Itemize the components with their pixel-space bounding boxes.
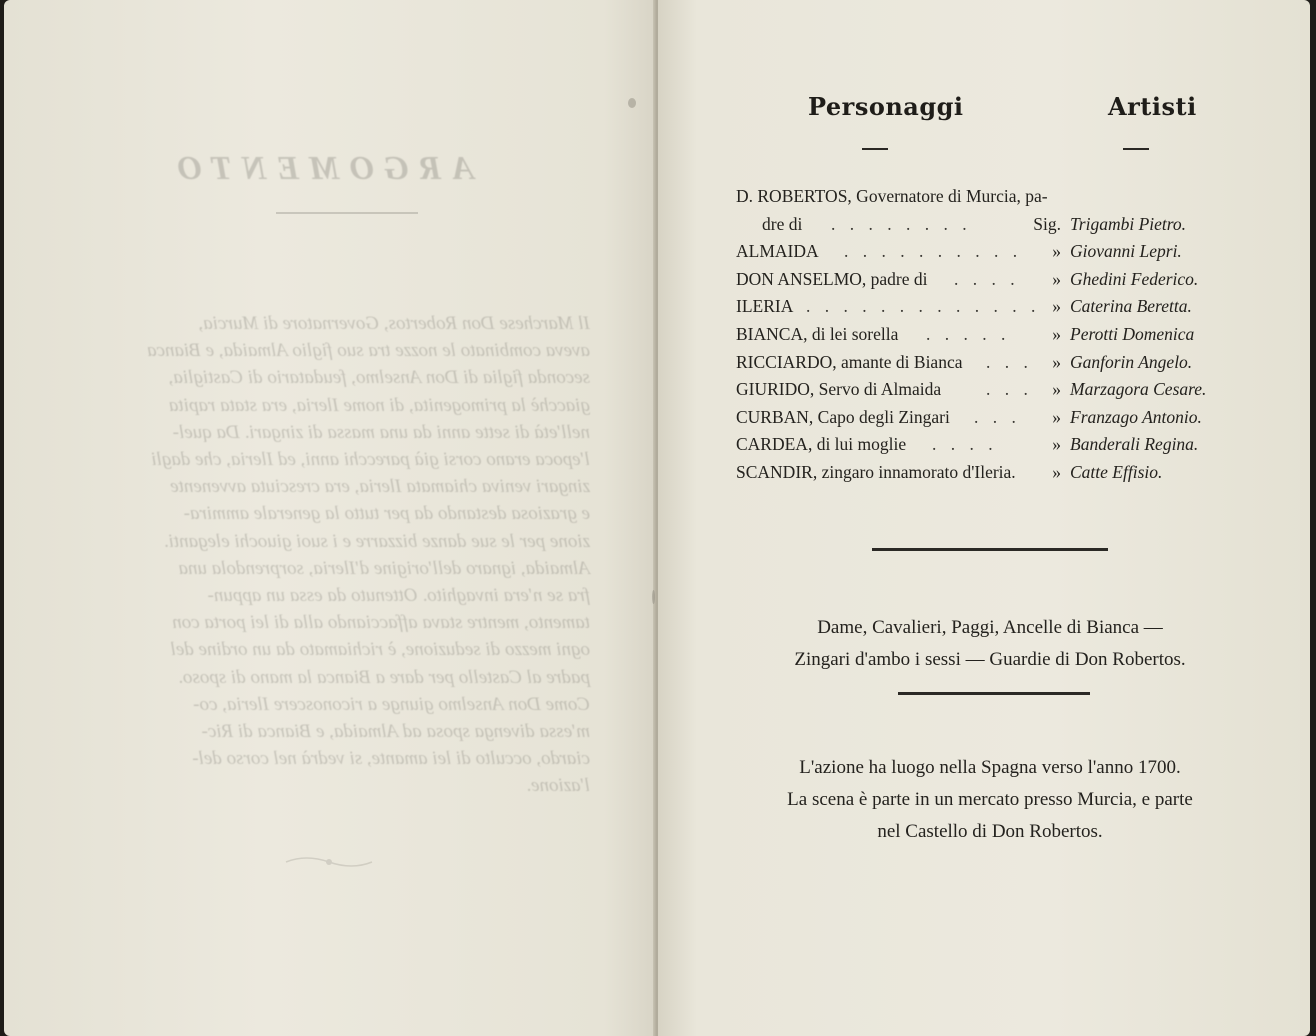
cast-row: [736, 379, 1236, 407]
leader-dots: . . . . .: [926, 323, 1011, 344]
leader-dots: . . .: [974, 406, 1021, 427]
header-dash-right: [1123, 148, 1149, 150]
cast-artist: Trigambi Pietro.: [1070, 213, 1187, 234]
cast-row: [736, 214, 1236, 242]
cast-role: CURBAN, Capo degli Zingari: [736, 406, 950, 427]
setting-line: La scena è parte in un mercato presso Murcia, e parte: [787, 789, 1193, 810]
cast-artist: Perotti Domenica: [1070, 323, 1195, 344]
bleed-through-line: nell'età di sette anni da una massa di zingari. Da quel-: [172, 421, 590, 443]
cast-artist: Marzagora Cesare.: [1070, 379, 1207, 400]
cast-prefix: »: [1052, 323, 1061, 344]
leader-dots: . . .: [986, 351, 1033, 372]
bleed-through-line: tamento, mentre stava affacciando alla di lei porta con: [172, 612, 590, 634]
cast-role: CARDEA, di lui moglie: [736, 434, 907, 455]
bleed-through-line: Almaida, ignaro dell'origine d'Ileria, sorprendola una: [178, 557, 590, 579]
cast-prefix: »: [1052, 268, 1061, 289]
bleed-through-line: Come Don Anselmo giunge a riconoscere Ileria, co-: [193, 693, 590, 715]
setting-line: L'azione ha luogo nella Spagna verso l'anno 1700.: [799, 757, 1181, 778]
leader-dots: . . . . . . . . . .: [844, 241, 1023, 262]
cast-artist: Banderali Regina.: [1070, 434, 1199, 455]
cast-artist: Ganforin Angelo.: [1070, 351, 1193, 372]
bleed-through-line: zione per le sue danze bizzarre e i suoi giuochi eleganti.: [163, 530, 590, 552]
cast-artist: Catte Effisio.: [1070, 461, 1163, 482]
cast-prefix: »: [1052, 434, 1061, 455]
cast-prefix: »: [1052, 241, 1061, 262]
paper-speck: [628, 98, 636, 108]
cast-prefix: Sig.: [1033, 213, 1061, 234]
bleed-through-line: l'azione.: [526, 775, 590, 797]
leader-dots: . . . . . . . .: [831, 213, 972, 234]
bleed-through-line: m'essa divenga sposa ad Almaida, e Bianca di Ric-: [201, 721, 590, 743]
header-personaggi: Personaggi: [808, 92, 964, 121]
cast-prefix: »: [1052, 351, 1061, 372]
cast-role: ALMAIDA: [736, 241, 819, 262]
extras-line: Dame, Cavalieri, Paggi, Ancelle di Bianca —: [817, 617, 1163, 638]
extras-paragraph: [700, 612, 1280, 676]
header-dash-left: [862, 148, 888, 150]
cast-artist: Caterina Beretta.: [1070, 296, 1192, 317]
cast-role: SCANDIR, zingaro innamorato d'Ileria.: [736, 461, 1016, 482]
setting-paragraph: [700, 752, 1280, 848]
bleed-through-line: fra se n'era invaghito. Ottenuto da essa un appun-: [207, 585, 590, 607]
cast-row: [736, 241, 1236, 269]
bleed-through-line: l'epoca erano corsi già parecchi anni, ed Ileria, che dagli: [151, 449, 590, 471]
cast-row: [736, 434, 1236, 462]
cast-prefix: »: [1052, 296, 1061, 317]
bleed-through-title: ARGOMENTO: [167, 150, 474, 187]
bleed-through-line: padre al Castello per dare a Bianca la mano di sposo.: [178, 666, 590, 688]
divider-rule-2: [898, 692, 1090, 695]
cast-row: [736, 186, 1236, 214]
header-artisti: Artisti: [1108, 92, 1197, 121]
cast-list: [736, 186, 1236, 490]
bleed-through-line: e graziosa destando da per tutto la generale ammira-: [183, 503, 590, 525]
cast-row: [736, 324, 1236, 352]
cast-role: RICCIARDO, amante di Bianca: [736, 351, 963, 372]
cast-role: ILERIA: [736, 296, 794, 317]
extras-line: Zingari d'ambo i sessi — Guardie di Don Robertos.: [794, 649, 1186, 670]
leader-dots: . . . .: [954, 268, 1020, 289]
cast-prefix: »: [1052, 461, 1061, 482]
cast-artist: Franzago Antonio.: [1070, 406, 1202, 427]
cast-artist: Giovanni Lepri.: [1070, 241, 1182, 262]
right-page: [658, 0, 1310, 1036]
leader-dots: . . . . . . . . . . . . .: [806, 296, 1041, 317]
left-page: [4, 0, 656, 1036]
divider-rule-1: [872, 548, 1108, 551]
cast-role: BIANCA, di lei sorella: [736, 323, 899, 344]
bleed-through-rule: [276, 212, 418, 214]
setting-line: nel Castello di Don Robertos.: [877, 821, 1103, 842]
cast-role: GIURIDO, Servo di Almaida: [736, 379, 942, 400]
cast-role: DON ANSELMO, padre di: [736, 268, 928, 289]
bleed-through-text: [78, 310, 590, 800]
bleed-through-line: Il Marchese Don Robertos, Governatore di Murcia,: [198, 313, 590, 334]
cast-row: [736, 352, 1236, 380]
bleed-through-line: ogni mezzo di seduzione, è richiamato da un ordine del: [170, 639, 590, 661]
bleed-through-line: giacchè la primogenita, di nome Ileria, era stata rapita: [168, 394, 590, 416]
cast-row: [736, 462, 1236, 490]
cast-row: [736, 296, 1236, 324]
cast-artist: Ghedini Federico.: [1070, 268, 1199, 289]
bleed-through-line: seconda figlia di Don Anselmo, feudatario di Castiglia,: [168, 367, 590, 389]
cast-role: D. ROBERTOS, Governatore di Murcia, pa-: [736, 186, 1048, 206]
cast-row: [736, 407, 1236, 435]
bleed-through-ornament-icon: [284, 852, 374, 872]
leader-dots: . . . .: [932, 434, 998, 455]
paper-speck: [652, 590, 655, 604]
cast-row: [736, 269, 1236, 297]
leader-dots: . . .: [986, 379, 1033, 400]
cast-prefix: »: [1052, 379, 1061, 400]
bleed-through-line: ciardo, occulto di lei amante, si vedrà nel corso del-: [192, 748, 590, 770]
bleed-through-line: zingari veniva chiamata Ileria, era cresciuta avvenente: [170, 476, 590, 498]
bleed-through-line: aveva combinato le nozze tra suo figlio Almaida, e Bianca: [147, 340, 590, 362]
cast-prefix: »: [1052, 406, 1061, 427]
cast-role: dre di: [762, 213, 803, 234]
